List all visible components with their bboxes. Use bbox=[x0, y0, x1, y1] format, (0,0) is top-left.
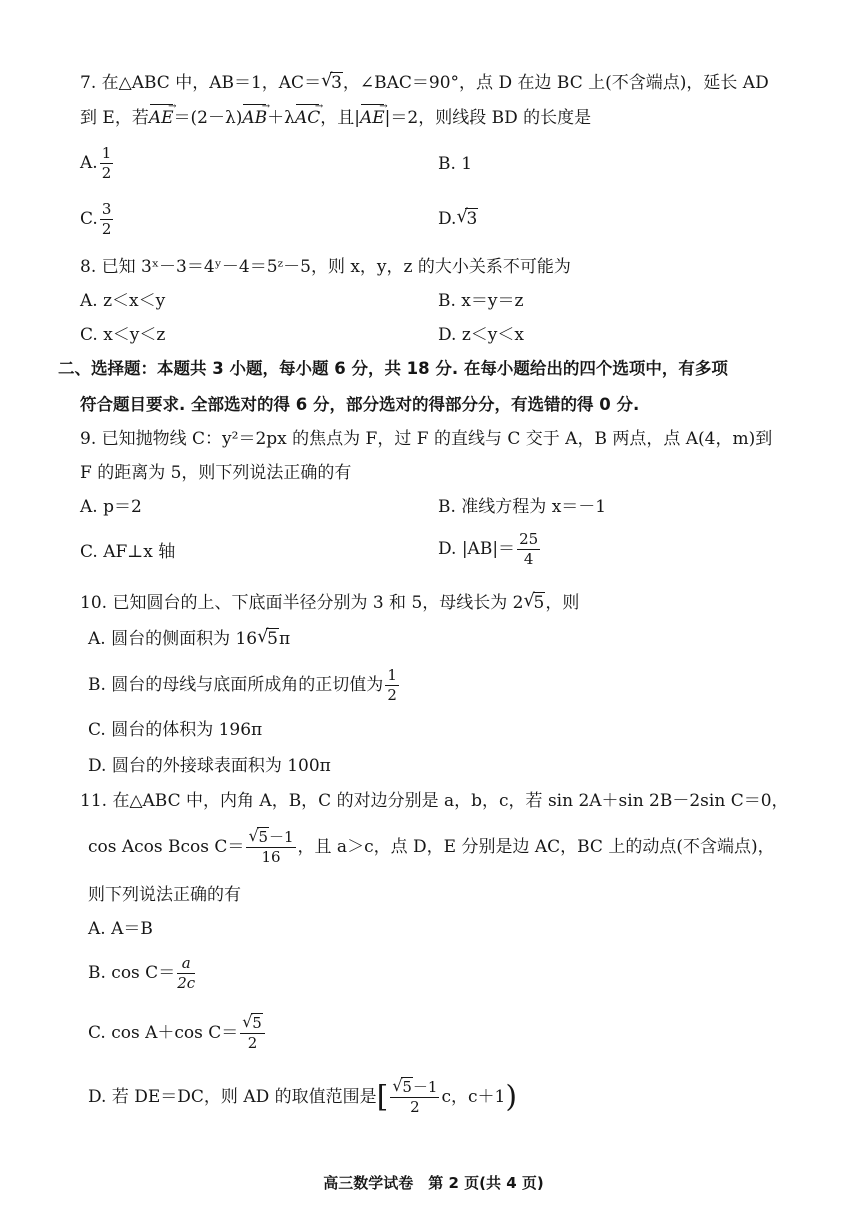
q10-option-c: C. 圆台的体积为 196π bbox=[88, 720, 263, 740]
q10-option-b: B. 圆台的母线与底面所成角的正切值为 $\frac{1}{2}$ bbox=[88, 666, 397, 704]
sqrt: √ 5 bbox=[524, 588, 546, 618]
q11-option-c: C. cos A＋cos C＝ √ $\frac{5}{2}$ bbox=[88, 1016, 267, 1051]
q11-option-a: A. A＝B bbox=[88, 919, 153, 939]
fraction: √ $\frac{5-1}{16}$ bbox=[246, 830, 295, 865]
section-heading-line2: 符合题目要求. 全部选对的得 6 分，部分选对的得部分分，有选错的得 0 分. bbox=[80, 395, 640, 414]
sqrt: √ 5 bbox=[242, 1016, 263, 1031]
q9-stem-line1: 9. 已知抛物线 C：y²＝2px 的焦点为 F，过 F 的直线与 C 交于 A，B 两点，点 A(4，m)到 bbox=[80, 429, 773, 449]
page-footer: 高三数学试卷 第 2 页(共 4 页) bbox=[323, 1174, 544, 1192]
q8-option-d: D. z＜y＜x bbox=[438, 325, 524, 345]
q9-option-b: B. 准线方程为 x＝－1 bbox=[438, 497, 607, 517]
q7-option-a: A. $\frac{1}{2}$ bbox=[80, 144, 112, 182]
fraction: $\frac{1}{2}$ bbox=[387, 666, 397, 704]
q7-option-c: C. $\frac{3}{2}$ bbox=[80, 200, 112, 238]
q9-option-c: C. AF⊥x 轴 bbox=[80, 542, 176, 562]
q9-option-d: D. |AB|＝ $\frac{25}{4}$ bbox=[438, 530, 539, 568]
q9-option-a: A. p＝2 bbox=[80, 497, 142, 517]
vector: → AB bbox=[242, 103, 267, 133]
q7-stem-line1: 7. 在△ABC 中，AB＝1，AC＝√ 3，∠BAC＝90°，点 D 在边 BC 上(不含端点)，延长 AD bbox=[80, 68, 820, 98]
vector: → AE bbox=[360, 103, 385, 133]
q8-option-b: B. x＝y＝z bbox=[438, 291, 524, 311]
q10-stem: 10. 已知圆台的上、下底面半径分别为 3 和 5，母线长为 2√ 5，则 bbox=[80, 588, 820, 618]
fraction: $\frac{1}{2}$ bbox=[101, 144, 112, 182]
q7-stem-line2: 到 E，若→ AE＝(2－λ)→ AB＋λ→ AC，且|→ AE|＝2，则线段 BD 的长度是 bbox=[80, 103, 820, 133]
sqrt: √ 5 bbox=[392, 1080, 413, 1095]
q7-option-d: D.√ 3 bbox=[438, 204, 478, 234]
sqrt: √ 5 bbox=[248, 830, 269, 845]
q8-option-c: C. x＜y＜z bbox=[80, 325, 166, 345]
sqrt: √ 3 bbox=[456, 204, 478, 234]
q11-stem-line3: 则下列说法正确的有 bbox=[88, 885, 241, 905]
q11-stem-line1: 11. 在△ABC 中，内角 A，B，C 的对边分别是 a，b，c，若 sin 2A＋sin 2B－2sin C＝0， bbox=[80, 791, 789, 811]
q10-option-d: D. 圆台的外接球表面积为 100π bbox=[88, 756, 331, 776]
section-heading: 二、选择题：本题共 3 小题，每小题 6 分，共 18 分. 在每小题给出的四个选项中，有多项 bbox=[58, 359, 728, 378]
fraction: $\frac{a}{2c}$ bbox=[177, 954, 196, 992]
fraction: √ $\frac{5}{2}$ bbox=[240, 1016, 265, 1051]
q8-option-a: A. z＜x＜y bbox=[80, 291, 166, 311]
q11-stem-line2: cos Acos Bcos C＝ √ $\frac{5-1}{16}$ ，且 a＞c，点 D，E 分别是边 AC，BC 上的动点(不含端点)， bbox=[88, 830, 775, 865]
q7-option-b: B. 1 bbox=[438, 154, 473, 174]
sqrt: √ 3 bbox=[321, 68, 343, 98]
q9-stem-line2: F 的距离为 5，则下列说法正确的有 bbox=[80, 463, 352, 483]
fraction: $\frac{25}{4}$ bbox=[519, 530, 539, 568]
fraction: $\frac{3}{2}$ bbox=[101, 200, 112, 238]
q11-option-d: D. 若 DE＝DC，则 AD 的取值范围是[ √ $\frac{5-1}{2}$ c，c＋1) bbox=[88, 1080, 517, 1115]
vector: → AE bbox=[149, 103, 174, 133]
q10-option-a: A. 圆台的侧面积为 16√ 5π bbox=[88, 624, 290, 654]
vector: → AC bbox=[295, 103, 320, 133]
q8-stem: 8. 已知 3ˣ－3＝4ʸ－4＝5ᶻ－5，则 x，y，z 的大小关系不可能为 bbox=[80, 257, 571, 277]
q11-option-b: B. cos C＝ $\frac{a}{2c}$ bbox=[88, 954, 196, 992]
sqrt: √ 5 bbox=[257, 624, 279, 654]
fraction: √ $\frac{5-1}{2}$ bbox=[390, 1080, 439, 1115]
